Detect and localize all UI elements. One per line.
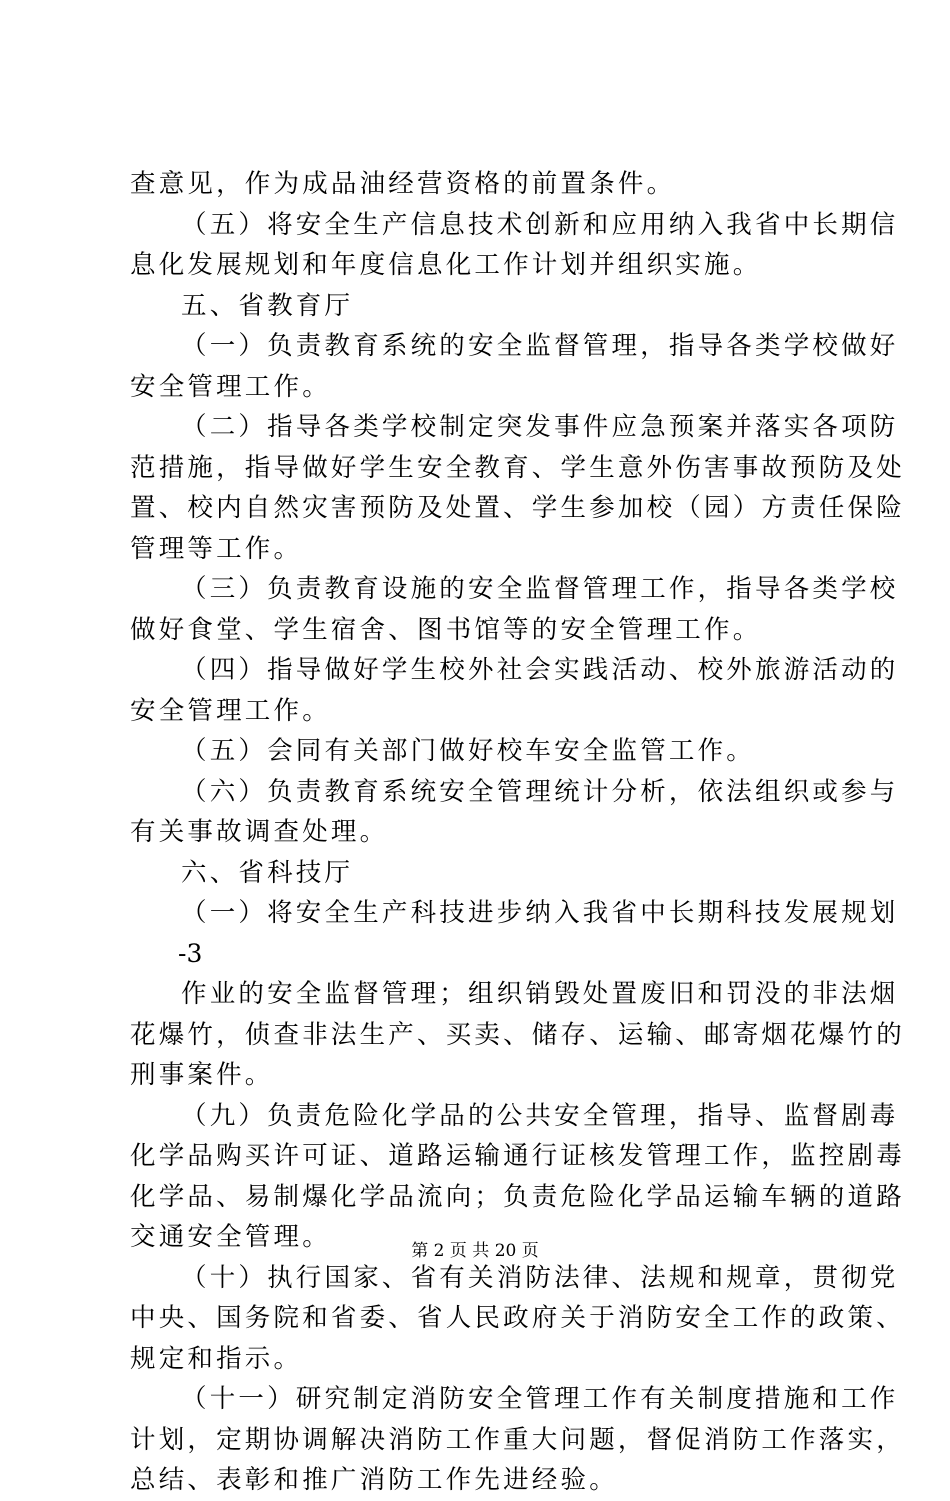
page-footer: 第 2 页 共 20 页	[411, 1241, 539, 1261]
text-line: （十一）研究制定消防安全管理工作有关制度措施和工作	[181, 1384, 899, 1414]
text-line: 管理等工作。	[130, 533, 303, 564]
text-line: 范措施，指导做好学生安全教育、学生意外伤害事故预防及处	[130, 452, 905, 483]
text-line: 交通安全管理。	[130, 1222, 331, 1252]
text-line: （一）将安全生产科技进步纳入我省中长期科技发展规划	[181, 898, 899, 928]
text-line: 安全管理工作。	[130, 371, 331, 402]
text-line: 六、省科技厅	[181, 857, 354, 888]
text-line: （四）指导做好学生校外社会实践活动、校外旅游活动的	[181, 655, 899, 685]
text-line: 化学品购买许可证、道路运输通行证核发管理工作，监控剧毒	[130, 1141, 905, 1171]
text-line: 安全管理工作。	[130, 695, 331, 726]
page-break-marker: -3	[178, 938, 203, 968]
text-line: 规定和指示。	[130, 1343, 303, 1374]
text-line: 五、省教育厅	[181, 290, 354, 321]
text-line: （五）将安全生产信息技术创新和应用纳入我省中长期信	[181, 209, 899, 240]
text-line: 计划，定期协调解决消防工作重大问题，督促消防工作落实，	[130, 1424, 905, 1455]
text-line: 花爆竹，侦查非法生产、买卖、储存、运输、邮寄烟花爆竹的	[130, 1019, 905, 1050]
text-line: 化学品、易制爆化学品流向；负责危险化学品运输车辆的道路	[130, 1181, 905, 1212]
text-line: 刑事案件。	[130, 1060, 274, 1090]
text-line: 置、校内自然灾害预防及处置、学生参加校（园）方责任保险	[130, 493, 905, 523]
text-line: 总结、表彰和推广消防工作先进经验。	[130, 1465, 618, 1495]
text-line: （三）负责教育设施的安全监督管理工作，指导各类学校	[181, 574, 899, 604]
text-line: 查意见，作为成品油经营资格的前置条件。	[130, 169, 676, 199]
text-line: （六）负责教育系统安全管理统计分析，依法组织或参与	[181, 776, 899, 807]
document-body	[130, 164, 905, 1501]
text-line: 息化发展规划和年度信息化工作计划并组织实施。	[130, 250, 762, 280]
text-line: （一）负责教育系统的安全监督管理，指导各类学校做好	[181, 331, 899, 361]
text-line: 做好食堂、学生宿舍、图书馆等的安全管理工作。	[130, 614, 762, 645]
text-line: 作业的安全监督管理；组织销毁处置废旧和罚没的非法烟	[181, 979, 899, 1009]
text-line: （五）会同有关部门做好校车安全监管工作。	[181, 736, 756, 766]
text-line: （二）指导各类学校制定突发事件应急预案并落实各项防	[181, 412, 899, 442]
text-line: （十）执行国家、省有关消防法律、法规和规章，贯彻党	[181, 1262, 899, 1293]
text-line: （九）负责危险化学品的公共安全管理，指导、监督剧毒	[181, 1100, 899, 1131]
text-line: 中央、国务院和省委、省人民政府关于消防安全工作的政策、	[130, 1303, 905, 1333]
text-line: 有关事故调查处理。	[130, 817, 389, 847]
